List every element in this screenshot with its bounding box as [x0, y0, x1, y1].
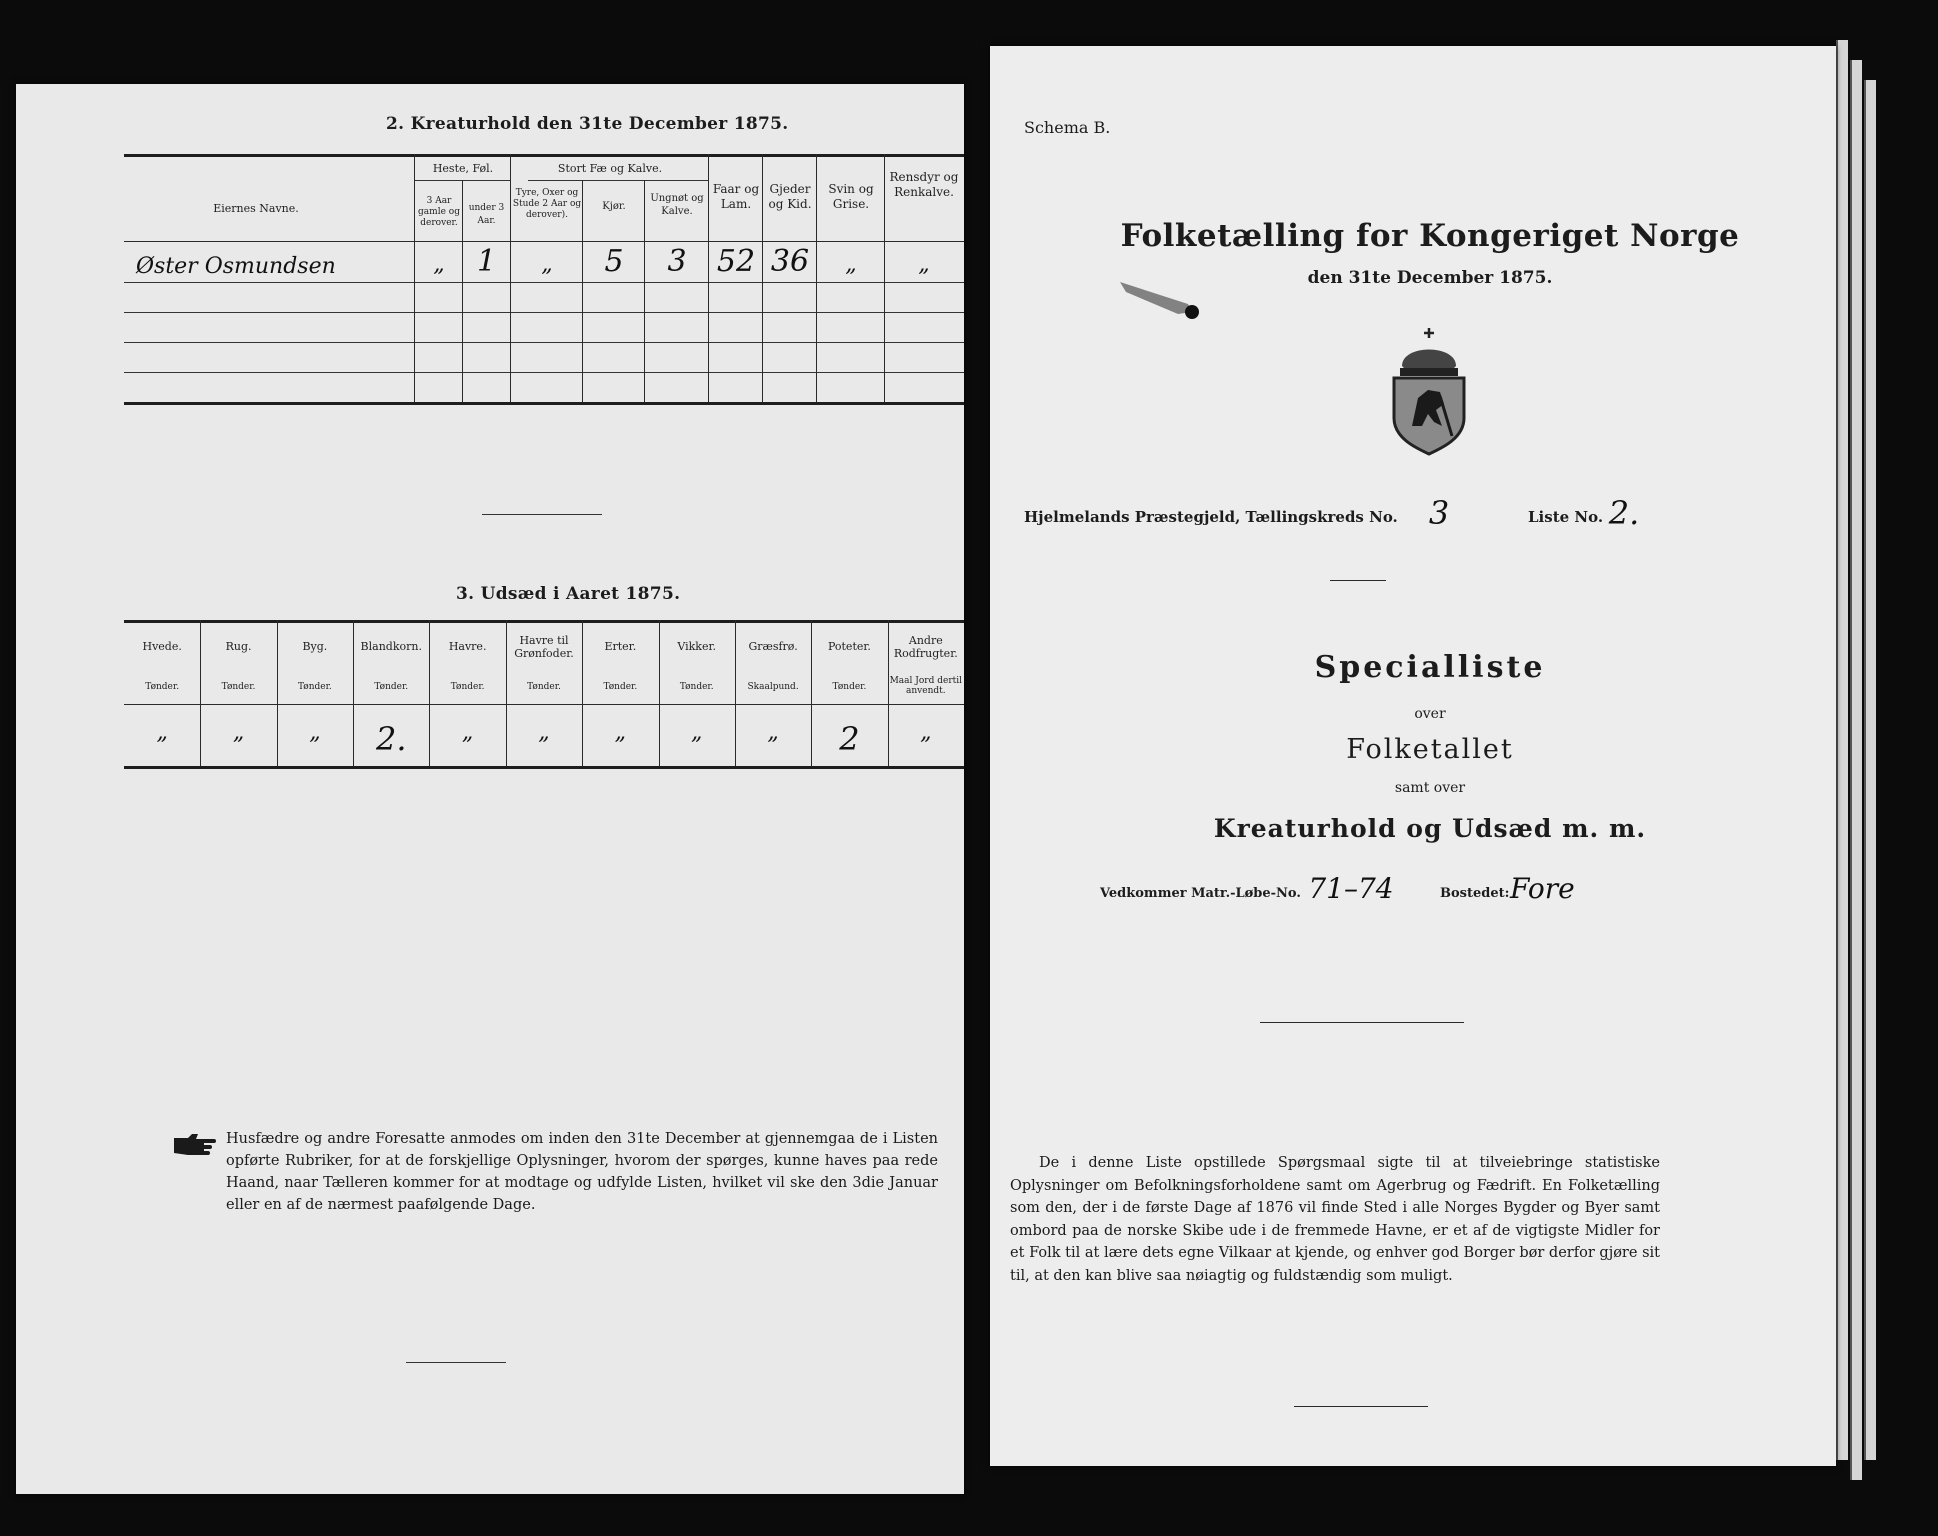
over-label: over: [1414, 706, 1446, 722]
udsaed-col-header: Poteter.: [827, 640, 871, 653]
table-divider: [884, 154, 885, 402]
udsaed-value: „: [538, 720, 550, 745]
right-page: [990, 46, 1836, 1466]
udsaed-col-header: Andre Rodfrugter.: [893, 634, 958, 660]
separator: [1294, 1406, 1428, 1407]
district-number: 3: [1428, 494, 1450, 532]
udsaed-value: 2: [839, 720, 860, 758]
cell-rensdyr: „: [918, 252, 930, 277]
page-edge: [1836, 40, 1848, 1460]
specialliste-heading: Specialliste: [1314, 650, 1546, 685]
udsaed-value: „: [309, 720, 321, 745]
table-rule: [124, 402, 964, 405]
matr-label: Vedkommer Matr.-Løbe-No.: [1100, 886, 1301, 901]
udsaed-value: „: [691, 720, 703, 745]
document-date: den 31te December 1875.: [1307, 268, 1553, 288]
table-divider: [644, 180, 645, 402]
table-rule: [124, 312, 964, 313]
page-edge: [1864, 80, 1876, 1460]
table-rule: [528, 180, 708, 181]
col-header-ungnot: Ungnøt og Kalve.: [650, 193, 704, 217]
col-header-rensdyr: Rensdyr og Renkalve.: [889, 170, 959, 199]
col-header-heste-u3: under 3 Aar.: [468, 203, 505, 226]
udsaed-col-unit: Tønder.: [374, 682, 409, 692]
udsaed-col-unit: Tønder.: [603, 682, 638, 692]
udsaed-value: „: [461, 720, 474, 745]
udsaed-col-unit: Tønder.: [145, 682, 180, 692]
section3-title: 3. Udsæd i Aaret 1875.: [456, 584, 681, 604]
matr-number: 71–74: [1308, 872, 1394, 905]
udsaed-col-unit: Tønder.: [832, 682, 867, 692]
table-divider: [816, 154, 817, 402]
udsaed-col-unit: Maal Jord dertil anvendt.: [889, 676, 962, 696]
udsaed-col-unit: Tønder.: [527, 682, 561, 692]
pointing-hand-icon: [172, 1132, 218, 1160]
district-label: Hjelmelands Præstegjeld, Tællingskreds No.: [1024, 508, 1398, 526]
table-rule: [124, 282, 964, 283]
left-page: [16, 84, 964, 1494]
table-rule: [124, 154, 964, 157]
udsaed-col-header: Havre til Grønfoder.: [514, 634, 574, 660]
col-header-kjor: Kjør.: [602, 201, 626, 212]
udsaed-col-header: Græsfrø.: [748, 640, 798, 653]
cell-tyre: „: [541, 252, 553, 277]
page-edge: [1850, 60, 1862, 1480]
table-rule: [124, 241, 964, 242]
udsaed-col-unit: Tønder.: [450, 682, 485, 692]
col-header-owner: Eiernes Navne.: [213, 202, 299, 215]
col-header-svin: Svin og Grise.: [828, 182, 874, 211]
col-header-gjeder: Gjeder og Kid.: [768, 182, 812, 211]
intro-paragraph: De i denne Liste opstillede Spørgsmaal sigte til at tilveiebringe statistiske Oplysninger om Befolkningsforholdene samt om Agerbrug og Fædrift. En Folketælling som den, der i de første Dage af 1876 vil finde Sted i alle Norges Bygder og Byer samt ombord paa de norske Skibe ude i de fremmede Havne, er et af de vigtigste Midler for et Folk til at lære dets egne Vilkaar at kjende, og enhver god Borger bør derfor gjøre sit til, at den kan blive saa nøiagtig og fuldstændig som muligt.: [1010, 1155, 1660, 1284]
kreaturhold-heading: Kreaturhold og Udsæd m. m.: [1213, 814, 1647, 843]
udsaed-col-header: Havre.: [448, 640, 487, 653]
table-divider: [414, 154, 415, 402]
udsaed-col-unit: Tønder.: [298, 682, 332, 692]
liste-number: 2.: [1608, 494, 1640, 532]
table-divider: [510, 154, 511, 402]
table-divider: [708, 154, 709, 402]
ink-smudge: [1118, 278, 1208, 326]
separator: [406, 1362, 506, 1363]
cell-ungnot: 3: [667, 244, 687, 279]
owner-name: Øster Osmundsen: [136, 254, 336, 279]
separator: [482, 514, 602, 515]
udsaed-col-header: Byg.: [302, 640, 328, 653]
udsaed-col-header: Erter.: [604, 640, 637, 653]
folketallet-heading: Folketallet: [1346, 734, 1514, 765]
table-divider: [582, 180, 583, 402]
col-header-heste: Heste, Føl.: [432, 162, 494, 175]
udsaed-col-unit: Skaalpund.: [747, 682, 799, 692]
udsaed-value: „: [232, 720, 245, 745]
udsaed-col-header: Rug.: [225, 640, 252, 653]
col-header-faar: Faar og Lam.: [712, 182, 760, 211]
samt-over-label: samt over: [1394, 780, 1466, 796]
document-title: Folketælling for Kongeriget Norge: [1120, 218, 1740, 254]
col-header-tyre: Tyre, Oxer og Stude 2 Aar og derover).: [512, 188, 582, 220]
separator: [1260, 1022, 1464, 1023]
cell-gjeder: 36: [770, 244, 810, 279]
cell-faar: 52: [716, 244, 756, 279]
udsaed-col-unit: Tønder.: [679, 682, 714, 692]
liste-label: Liste No.: [1528, 508, 1604, 526]
cell-heste-3: „: [433, 252, 445, 277]
bosted-value: Fore: [1510, 872, 1575, 905]
udsaed-value: 2.: [375, 720, 407, 758]
udsaed-value: „: [156, 720, 168, 745]
udsaed-value: „: [920, 720, 932, 745]
norway-coat-of-arms-icon: [1382, 326, 1476, 460]
udsaed-value: „: [614, 720, 627, 745]
bosted-label: Bostedet:: [1440, 886, 1510, 901]
udsaed-col-unit: Tønder.: [221, 682, 256, 692]
udsaed-col-header: Vikker.: [677, 640, 717, 653]
cell-svin: „: [845, 252, 857, 277]
udsaed-col-header: Blandkorn.: [360, 640, 422, 653]
udsaed-col-header: Hvede.: [142, 640, 182, 653]
cell-heste-u3: 1: [476, 244, 497, 279]
udsaed-value: „: [767, 720, 779, 745]
table-rule: [124, 372, 964, 373]
table-rule: [124, 704, 964, 705]
cell-kjor: 5: [604, 244, 624, 279]
separator: [1330, 580, 1386, 581]
table-rule: [124, 766, 964, 769]
notice-text: Husfædre og andre Foresatte anmodes om inden den 31te December at gjennemgaa de i Listen opførte Rubriker, for at de forskjellige Oplysninger, hvorom der spørges, kunne haves paa rede Haand, naar Tælleren kommer for at modtage og udfylde Listen, hvilket vil ske den 3die Januar eller en af de nærmest paafølgende Dage.: [226, 1131, 938, 1213]
table-rule: [124, 620, 964, 623]
col-header-stort: Stort Fæ og Kalve.: [557, 162, 663, 175]
schema-label: Schema B.: [1024, 118, 1111, 137]
col-header-heste-3: 3 Aar gamle og derover.: [418, 196, 460, 228]
section2-title: 2. Kreaturhold den 31te December 1875.: [386, 114, 789, 134]
table-rule: [124, 342, 964, 343]
table-divider: [762, 154, 763, 402]
